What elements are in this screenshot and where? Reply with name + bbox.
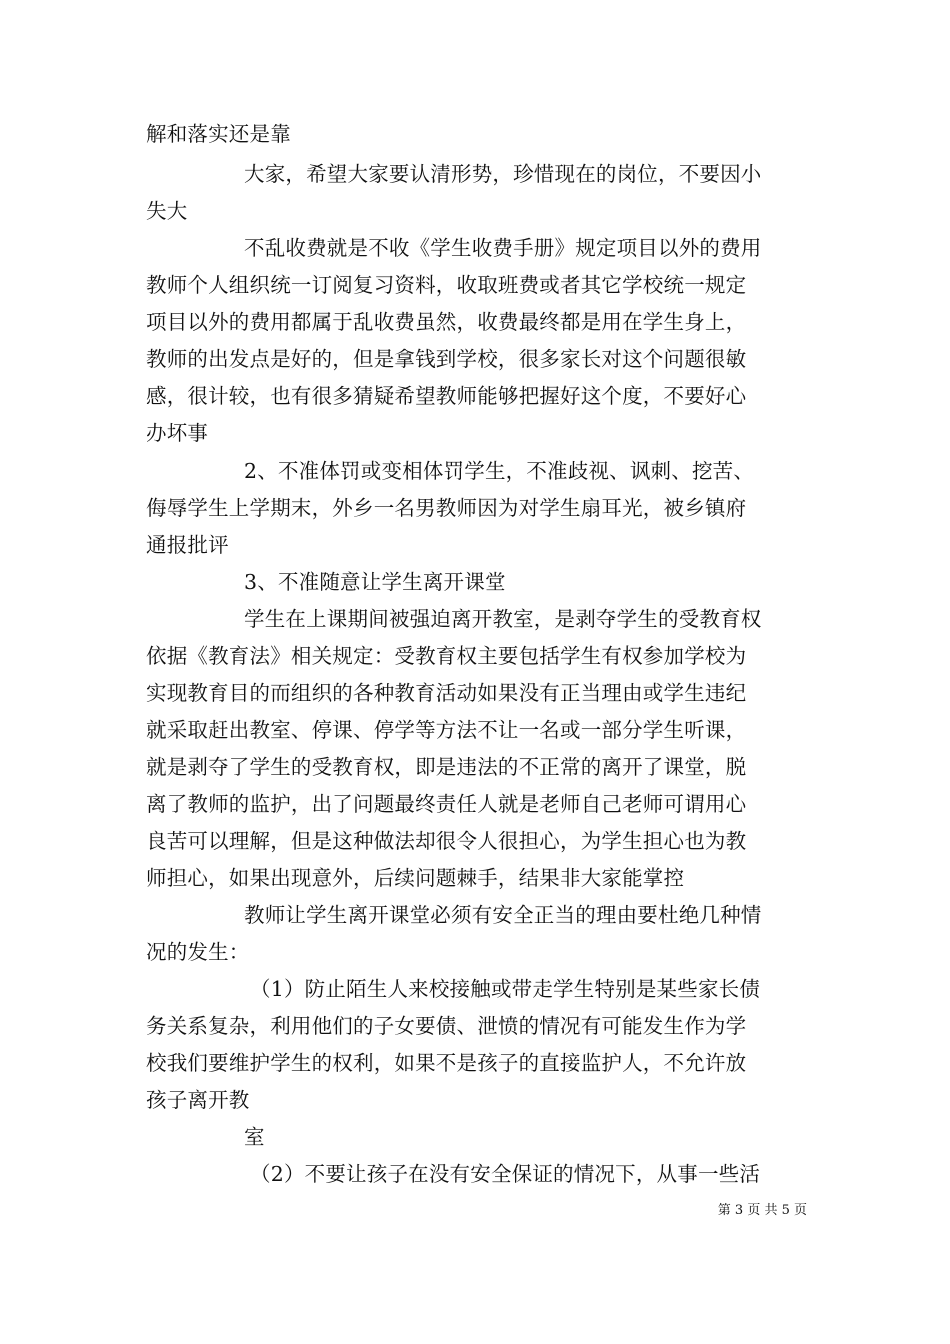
text-line: 学生在上课期间被强迫离开教室，是剥夺学生的受教育权: [244, 607, 762, 631]
text-line: 3、不准随意让学生离开课堂: [244, 570, 506, 594]
text-line: （2）不要让孩子在没有安全保证的情况下，从事一些活: [250, 1162, 761, 1186]
text-line: 就是剥夺了学生的受教育权，即是违法的不正常的离开了课堂，脱: [146, 755, 747, 779]
page-number-footer: 第 3 页 共 5 页: [717, 1203, 807, 1218]
text-line: 孩子离开教: [146, 1088, 250, 1112]
text-line: （1）防止陌生人来校接触或带走学生特别是某些家长债: [250, 977, 761, 1001]
text-line: 解和落实还是靠: [146, 122, 291, 146]
text-line: 依据《教育法》相关规定：受教育权主要包括学生有权参加学校为: [146, 644, 747, 668]
text-line: 务关系复杂，利用他们的子女要债、泄愤的情况有可能发生作为学: [146, 1014, 747, 1038]
text-line: 室: [244, 1125, 265, 1149]
text-line: 侮辱学生上学期末，外乡一名男教师因为对学生扇耳光，被乡镇府: [146, 496, 747, 520]
text-line: 教师的出发点是好的，但是拿钱到学校，很多家长对这个问题很敏: [146, 347, 747, 371]
text-line: 教师让学生离开课堂必须有安全正当的理由要杜绝几种情: [244, 903, 762, 927]
text-line: 通报批评: [146, 533, 229, 557]
text-line: 离了教师的监护，出了问题最终责任人就是老师自己老师可谓用心: [146, 792, 747, 816]
text-line: 况的发生：: [146, 940, 250, 964]
text-line: 良苦可以理解，但是这种做法却很令人很担心，为学生担心也为教: [146, 829, 747, 853]
text-line: 失大: [146, 199, 188, 223]
text-line: 实现教育目的而组织的各种教育活动如果没有正当理由或学生违纪: [146, 681, 747, 705]
text-line: 感，很计较，也有很多猜疑希望教师能够把握好这个度，不要好心: [146, 384, 747, 408]
text-line: 校我们要维护学生的权利，如果不是孩子的直接监护人，不允许放: [146, 1051, 747, 1075]
text-line: 就采取赶出教室、停课、停学等方法不让一名或一部分学生听课，: [146, 718, 747, 742]
text-line: 办坏事: [146, 421, 209, 445]
text-line: 不乱收费就是不收《学生收费手册》规定项目以外的费用: [244, 236, 762, 260]
text-line: 大家，希望大家要认清形势，珍惜现在的岗位，不要因小: [244, 162, 762, 186]
text-line: 2、不准体罚或变相体罚学生，不准歧视、讽刺、挖苦、: [244, 459, 755, 483]
text-line: 师担心，如果出现意外，后续问题棘手，结果非大家能掌控: [146, 866, 685, 890]
text-line: 教师个人组织统一订阅复习资料，收取班费或者其它学校统一规定: [146, 273, 747, 297]
text-line: 项目以外的费用都属于乱收费虽然，收费最终都是用在学生身上，: [146, 310, 747, 334]
